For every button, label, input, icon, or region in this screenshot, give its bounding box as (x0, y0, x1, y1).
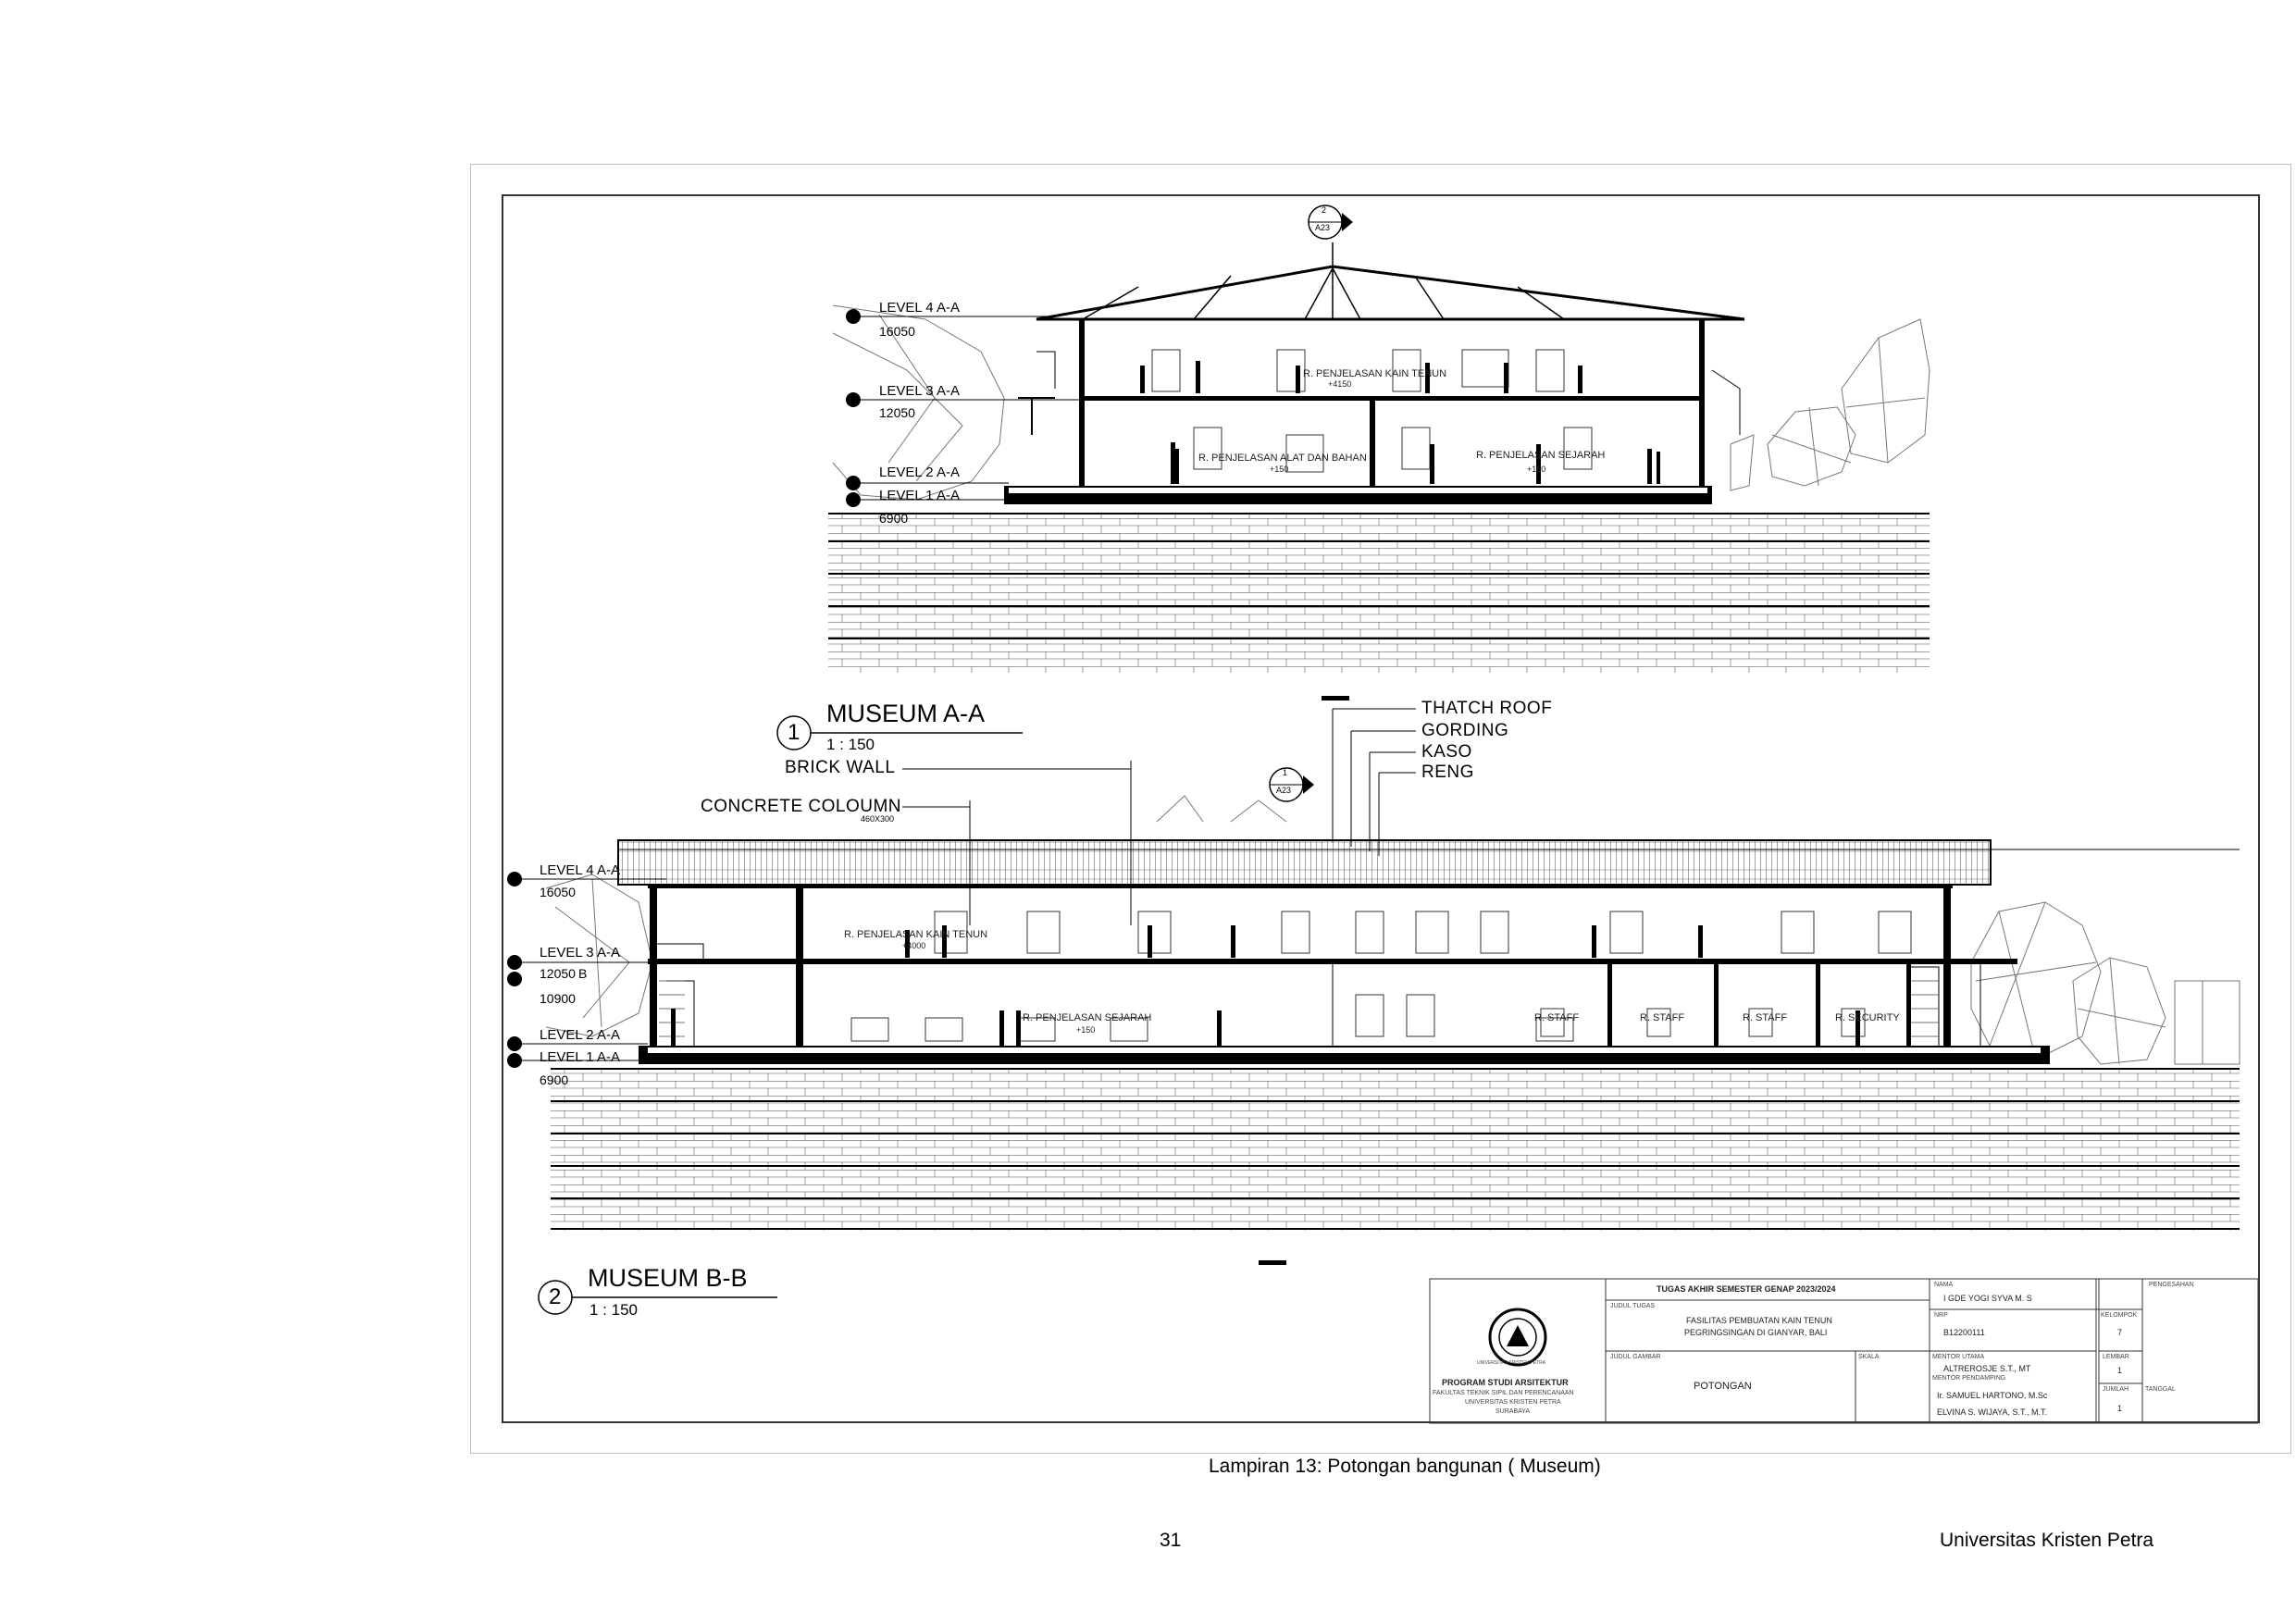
university-name: UNIVERSITAS KRISTEN PETRA (1465, 1399, 1561, 1406)
section-b-room-security: R. SECURITY (1835, 1012, 1900, 1023)
section-b-room-kain-tenun-elev: +4000 (902, 941, 926, 950)
section-a-level-4-label: LEVEL 4 A-A (879, 300, 960, 316)
section-b-room-staff-1: R. STAFF (1534, 1012, 1580, 1023)
jumlah-label: JUMLAH (2103, 1386, 2129, 1393)
concrete-column-size: 460X300 (861, 814, 895, 824)
section-a-marker (1309, 205, 1353, 239)
section-b-marker (1270, 768, 1314, 801)
section-b-room-sejarah-elev: +150 (1076, 1025, 1096, 1035)
section-a-level-1-label: LEVEL 1 A-A (879, 488, 960, 503)
kelompok-label: KELOMPOK (2101, 1312, 2138, 1319)
section-b-scale: 1 : 150 (590, 1301, 638, 1319)
section-a-room-sejarah: R. PENJELASAN SEJARAH (1476, 450, 1606, 461)
section-b-level-1-value: 6900 (540, 1072, 569, 1087)
city-name: SURABAYA (1496, 1408, 1531, 1415)
tanggal-label: TANGGAL (2145, 1386, 2176, 1393)
judul-tugas-line2: PEGRINGSINGAN DI GIANYAR, BALI (1684, 1328, 1828, 1337)
section-b-level-1-label: LEVEL 1 A-A (540, 1049, 620, 1065)
mentor-pendamping-label: MENTOR PENDAMPING (1932, 1375, 2006, 1382)
section-a-level-1-value: 6900 (879, 511, 909, 526)
university-seal (1490, 1309, 1545, 1365)
section-a-room-alat-bahan: R. PENJELASAN ALAT DAN BAHAN (1198, 452, 1367, 464)
nama-value: I GDE YOGI SYVA M. S (1943, 1294, 2032, 1303)
section-a-level-3-label: LEVEL 3 A-A (879, 383, 960, 399)
judul-tugas-label: JUDUL TUGAS (1610, 1303, 1656, 1309)
section-b-room-staff-2: R. STAFF (1640, 1012, 1685, 1023)
section-a-level-3-value: 12050 (879, 405, 915, 420)
reng-annotation: RENG (1421, 762, 1474, 782)
section-b-number: 2 (549, 1284, 562, 1309)
section-b-level-3-value: 12050 (540, 966, 576, 981)
judul-gambar-value: POTONGAN (1694, 1381, 1752, 1392)
section-b-marker-sheet: A23 (1276, 786, 1292, 795)
concrete-column-annotation: CONCRETE COLOUMN (701, 797, 902, 816)
section-a-trees (833, 305, 1930, 500)
section-a-room-kain-tenun-elev: +4150 (1328, 379, 1352, 389)
section-b-marker-num: 1 (1283, 768, 1288, 777)
section-a-title: MUSEUM A-A (826, 700, 986, 727)
section-a-room-kain-tenun: R. PENJELASAN KAIN TENUN (1303, 368, 1447, 379)
section-a-scale: 1 : 150 (826, 736, 875, 753)
seal-text: UNIVERSITAS KRISTEN PETRA (1477, 1360, 1546, 1366)
pengesahan-label: PENGESAHAN (2149, 1282, 2194, 1288)
mentor-utama-label: MENTOR UTAMA (1932, 1354, 1985, 1360)
section-b-room-kain-tenun: R. PENJELASAN KAIN TENUN (844, 929, 988, 940)
section-a-room-alat-bahan-elev: +150 (1270, 465, 1289, 474)
page-number: 31 (1160, 1530, 1182, 1551)
section-b-ground (551, 1069, 2240, 1265)
judul-gambar-label: JUDUL GAMBAR (1610, 1354, 1661, 1360)
section-b-level-4-value: 16050 (540, 885, 576, 899)
section-b-level-2-label: LEVEL 2 A-A (540, 1027, 620, 1043)
figure-caption: Lampiran 13: Potongan bangunan ( Museum) (1209, 1456, 1601, 1477)
program-name: PROGRAM STUDI ARSITEKTUR (1442, 1378, 1569, 1387)
thatch-roof-annotation: THATCH ROOF (1421, 699, 1553, 718)
title-block-heading: TUGAS AKHIR SEMESTER GENAP 2023/2024 (1657, 1284, 1836, 1294)
nrp-value: B12200111 (1943, 1328, 1985, 1337)
section-b-level-3-label: LEVEL 3 A-A (540, 945, 620, 961)
section-b-room-staff-3: R. STAFF (1743, 1012, 1788, 1023)
kaso-annotation: KASO (1421, 742, 1472, 762)
mentor-utama-value: ALTREROSJE S.T., MT (1943, 1364, 2031, 1373)
lembar-label: LEMBAR (2103, 1354, 2129, 1360)
section-a-level-4-value: 16050 (879, 324, 915, 339)
lembar-value: 1 (2117, 1366, 2123, 1375)
section-a-marker-num: 2 (1322, 205, 1327, 215)
section-a-marker-sheet: A23 (1315, 223, 1331, 232)
section-a-level-2-label: LEVEL 2 A-A (879, 465, 960, 480)
nama-label: NAMA (1934, 1282, 1954, 1288)
section-a-room-sejarah-elev: +150 (1527, 465, 1546, 474)
footer-university: Universitas Kristen Petra (1940, 1530, 2154, 1551)
judul-tugas-line1: FASILITAS PEMBUATAN KAIN TENUN (1686, 1316, 1832, 1325)
mentor-pendamping-2: ELVINA S. WIJAYA, S.T., M.T. (1937, 1407, 2048, 1417)
mentor-pendamping-1: Ir. SAMUEL HARTONO, M.Sc (1937, 1391, 2048, 1400)
gording-annotation: GORDING (1421, 721, 1509, 740)
kelompok-value: 7 (2117, 1328, 2123, 1337)
section-b-room-sejarah: R. PENJELASAN SEJARAH (1023, 1012, 1152, 1023)
section-b-level-b-label: B (578, 966, 588, 981)
section-b-level-b-value: 10900 (540, 991, 576, 1006)
section-b-level-4-label: LEVEL 4 A-A (540, 862, 620, 878)
section-b-title: MUSEUM B-B (588, 1264, 748, 1292)
section-a-number: 1 (788, 720, 800, 745)
jumlah-value: 1 (2117, 1404, 2123, 1413)
section-a-ground (828, 514, 1930, 673)
faculty-name: FAKULTAS TEKNIK SIPIL DAN PERENCANAAN (1433, 1390, 1574, 1396)
nrp-label: NRP (1934, 1312, 1948, 1319)
skala-label: SKALA (1858, 1354, 1880, 1360)
section-b-leaders (902, 709, 1416, 925)
brick-wall-annotation: BRICK WALL (785, 758, 896, 777)
